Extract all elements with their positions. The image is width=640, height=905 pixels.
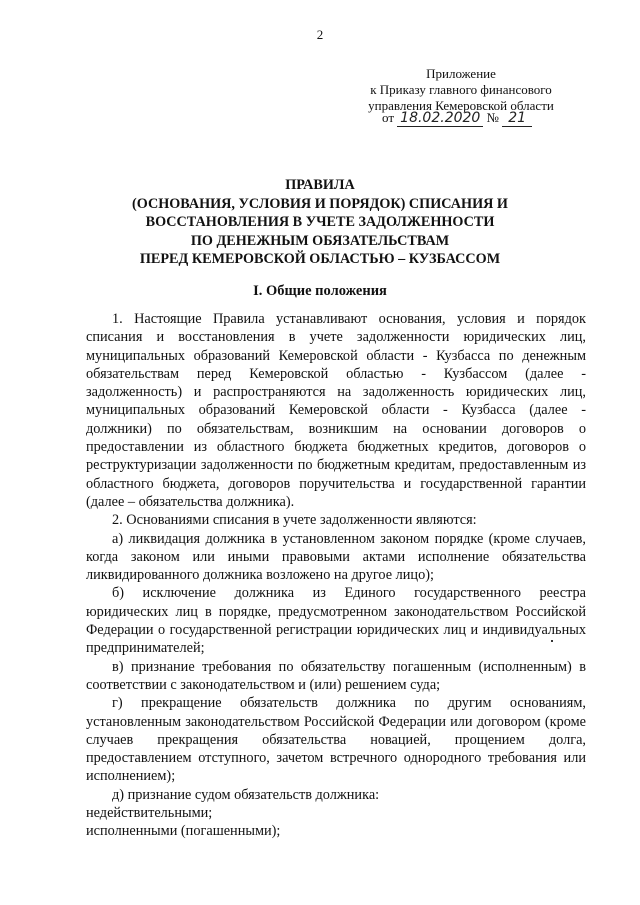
appendix-line-2: к Приказу главного финансового — [370, 82, 552, 97]
title-line-5: ПЕРЕД КЕМЕРОВСКОЙ ОБЛАСТЬЮ – КУЗБАССОМ — [139, 251, 501, 267]
body-line: в) признание требования по обязательству погашенным (исполненным) в — [112, 658, 586, 675]
appendix-line-1: Приложение — [426, 66, 496, 81]
appendix-line-3: управления Кемеровской области — [368, 98, 554, 113]
body-line: исполненными (погашенными); — [86, 823, 281, 840]
body-line: Федерации о государственной регистрации юридических лиц и индивидуальных — [86, 622, 586, 639]
body-line: б) исключение должника из Единого государственного реестра — [112, 585, 586, 602]
body-line: а) ликвидация должника в установленном законом порядке (кроме случаев, — [112, 530, 586, 547]
number-label: № — [486, 110, 499, 125]
body-line: списания и восстановления в учете задолженности юридических лиц, — [86, 329, 586, 346]
body-line: должники) по обязательствам, возникшим на основании договоров о — [86, 420, 586, 437]
body-line: 1. Настоящие Правила устанавливают основания, условия и порядок — [112, 311, 586, 327]
body-line: предпринимателей; — [86, 640, 205, 657]
body-line: когда законом или иными правовыми актами исполнение обязательства — [86, 548, 586, 565]
body-line: муниципальных образований Кемеровской области - Кузбасса (далее - — [86, 402, 586, 419]
number-underline — [502, 110, 532, 127]
handwritten-number: 21 — [508, 110, 527, 126]
appendix-date-line — [382, 110, 532, 127]
page-number: 2 — [316, 27, 324, 42]
body-line: юридических лиц в порядке, предусмотренном законодательством Российской — [86, 603, 586, 620]
body-line: д) признание судом обязательств должника: — [112, 786, 380, 803]
section-heading: I. Общие положения — [253, 283, 387, 299]
body-line: установленным законодательством Российской Федерации или договором (кроме — [86, 713, 586, 730]
title-line-4: ПО ДЕНЕЖНЫМ ОБЯЗАТЕЛЬСТВАМ — [190, 232, 450, 249]
date-underline — [397, 110, 483, 127]
body-line: задолженность) и распространяются на задолженность юридических лиц, — [86, 384, 586, 401]
body-line: г) прекращение обязательств должника по другим основаниям, — [112, 695, 586, 712]
body-line: недействительными; — [86, 805, 213, 822]
body-line: ликвидированного должника возложено на другое лицо); — [86, 567, 434, 584]
body-line: предоставлением отступного, зачетом встречного однородного требования или — [86, 750, 586, 767]
document-title — [60, 176, 580, 269]
body-line: реструктуризации задолженности по бюджетным кредитам, предоставленным из — [86, 457, 586, 474]
body-line: обязательствам перед Кемеровской областью - Кузбассом (далее - — [86, 365, 586, 382]
body-line: предоставлении из областного бюджета бюджетных кредитов, договоров о — [86, 439, 586, 456]
body-line: 2. Основаниями списания в учете задолженности являются: — [112, 512, 477, 529]
body-line: случаев прекращения обязательства новацией, прощением долга, — [86, 731, 586, 748]
title-line-1: ПРАВИЛА — [285, 177, 355, 193]
body-line: муниципальных образований Кемеровской области - Кузбасса по денежным — [86, 347, 586, 364]
title-line-2: (ОСНОВАНИЯ, УСЛОВИЯ И ПОРЯДОК) СПИСАНИЯ И — [132, 195, 508, 212]
title-line-3: ВОССТАНОВЛЕНИЯ В УЧЕТЕ ЗАДОЛЖЕННОСТИ — [145, 214, 495, 230]
handwritten-date: 18.02.2020 — [400, 110, 481, 126]
body-line: областного бюджета, договоров поручительства и государственной гарантии — [86, 475, 586, 492]
body-line: (далее – обязательства должника). — [86, 493, 295, 510]
body-line: соответствии с законодательством и (или) решением суда; — [86, 676, 441, 693]
document-body — [86, 310, 586, 841]
appendix-block — [330, 66, 592, 114]
body-line: исполнением); — [86, 768, 176, 785]
speck — [551, 640, 553, 642]
from-label: от — [382, 110, 395, 125]
